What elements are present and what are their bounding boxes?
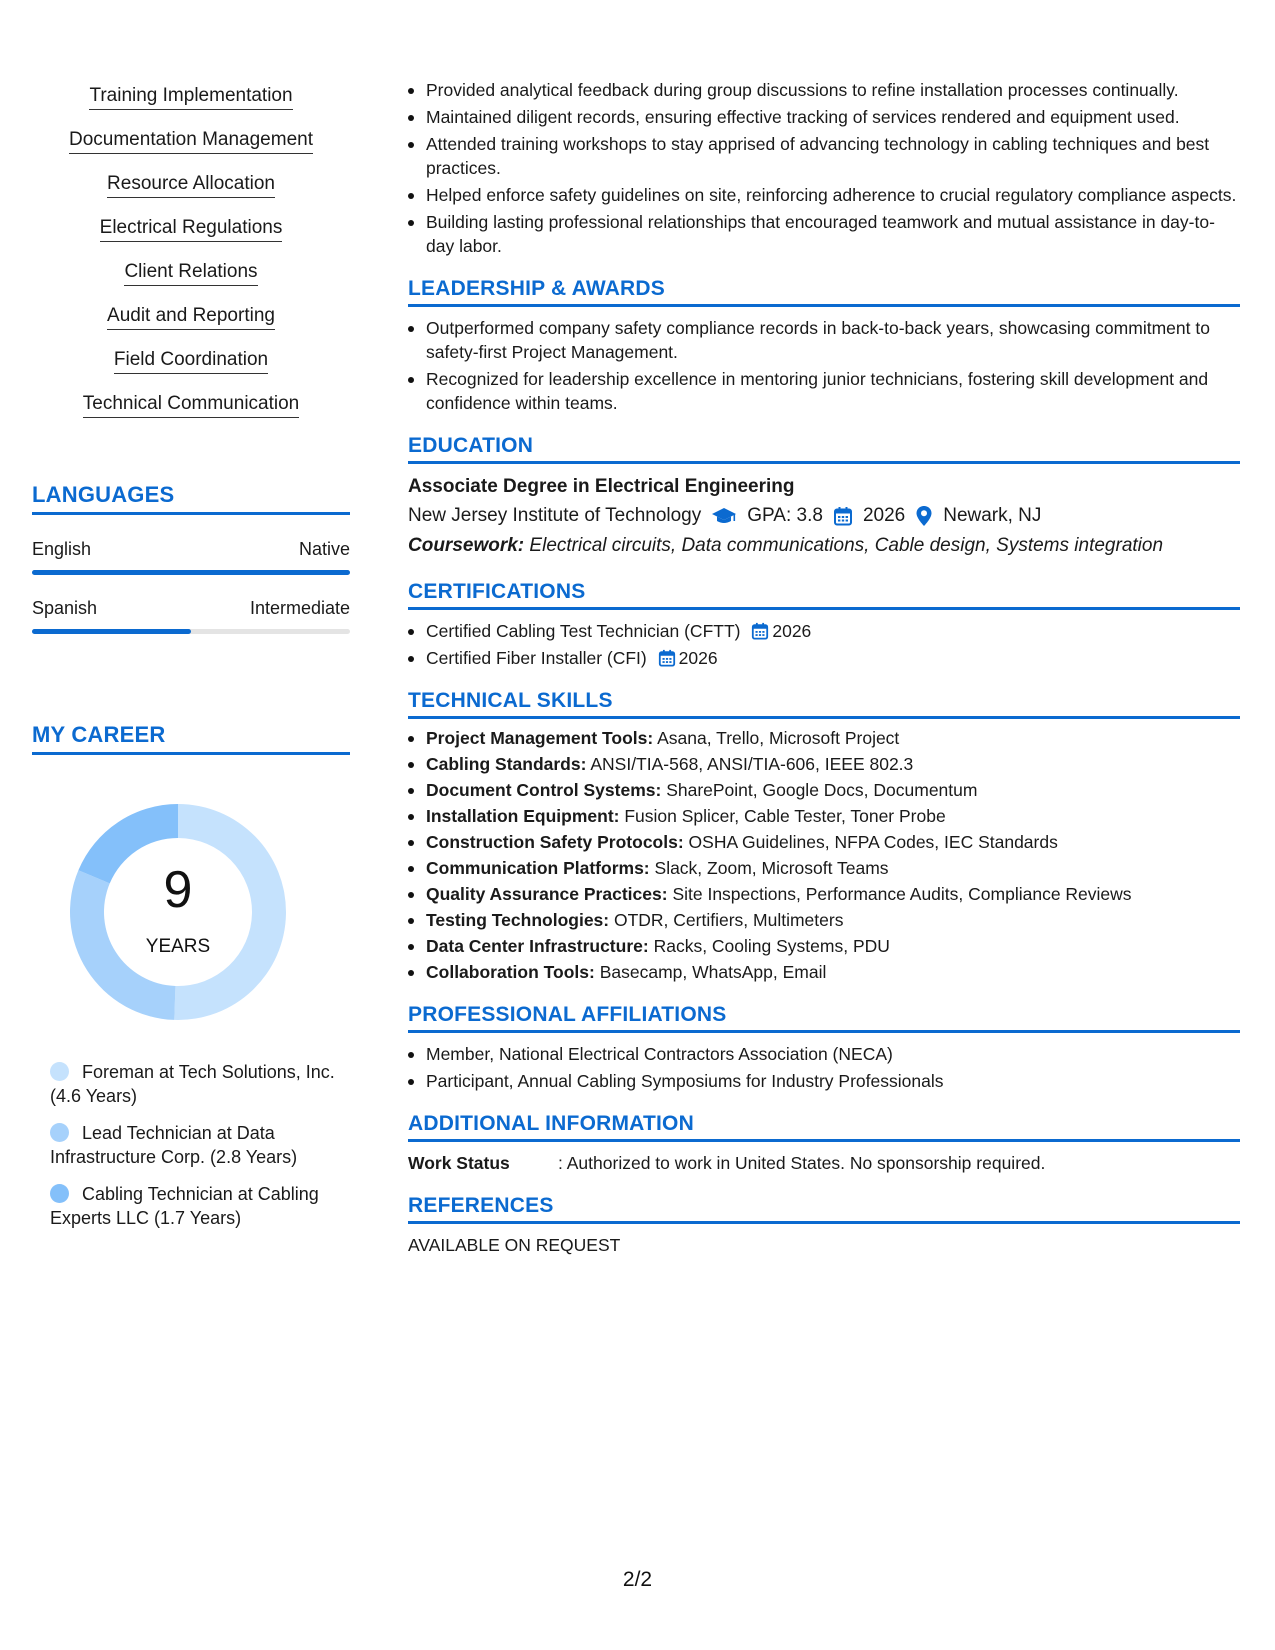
page-number: 2/2 <box>622 1568 653 1591</box>
section-rule <box>408 304 1240 307</box>
skill-tag: Audit and Reporting <box>107 304 275 330</box>
coursework-text: Electrical circuits, Data communications, Cable design, Systems integration <box>529 535 1164 556</box>
calendar-icon <box>833 506 853 526</box>
legend-dot-icon <box>50 1184 69 1203</box>
technical-skill-label: Cabling Standards: <box>426 754 587 774</box>
affiliation-item: Participant, Annual Cabling Symposiums for Industry Professionals <box>408 1069 1240 1093</box>
additional-info-section <box>408 1112 1240 1175</box>
skill-tag: Resource Allocation <box>107 172 275 198</box>
technical-skill-value: Slack, Zoom, Microsoft Teams <box>654 858 889 878</box>
legend-dot-icon <box>50 1123 69 1142</box>
technical-skill-value: OSHA Guidelines, NFPA Codes, IEC Standards <box>688 832 1058 852</box>
technical-skill-item <box>408 934 1240 958</box>
section-rule <box>32 752 350 755</box>
legend-dot-icon <box>50 1062 69 1081</box>
skill-tag: Electrical Regulations <box>100 216 283 242</box>
skill-tags <box>32 84 350 436</box>
education-coursework <box>408 531 1240 561</box>
work-status-label: Work Status <box>408 1153 510 1173</box>
language-bar-fill <box>32 629 191 634</box>
leadership-section <box>408 277 1240 415</box>
technical-skill-label: Testing Technologies: <box>426 910 610 930</box>
experience-bullet: Helped enforce safety guidelines on site, reinforcing adherence to crucial regulatory compliance aspects. <box>408 183 1240 207</box>
section-title-affiliations: PROFESSIONAL AFFILIATIONS <box>408 1003 727 1026</box>
technical-skill-item <box>408 960 1240 984</box>
technical-skill-value: OTDR, Certifiers, Multimeters <box>613 910 844 930</box>
section-rule <box>408 1030 1240 1033</box>
career-total-years: 9 <box>163 861 193 919</box>
leadership-bullet: Recognized for leadership excellence in mentoring junior technicians, fostering skill development and confidence within teams. <box>408 367 1240 415</box>
technical-skill-label: Collaboration Tools: <box>426 962 595 982</box>
certification-name: Certified Cabling Test Technician (CFTT) <box>426 621 741 641</box>
calendar-icon <box>751 622 769 640</box>
technical-skills-section <box>408 689 1240 984</box>
certifications-section <box>408 580 1240 670</box>
section-rule <box>408 461 1240 464</box>
work-status-row <box>408 1151 1240 1175</box>
section-title-certifications: CERTIFICATIONS <box>408 580 586 603</box>
technical-skill-item <box>408 882 1240 906</box>
graduation-cap-icon <box>711 506 737 526</box>
technical-skill-label: Data Center Infrastructure: <box>426 936 649 956</box>
right-column <box>408 78 1240 1257</box>
calendar-icon <box>658 649 676 667</box>
technical-skill-item <box>408 804 1240 828</box>
affiliation-item: Member, National Electrical Contractors Association (NECA) <box>408 1042 1240 1066</box>
experience-bullet: Maintained diligent records, ensuring effective tracking of services rendered and equipment used. <box>408 105 1240 129</box>
technical-skill-label: Document Control Systems: <box>426 780 662 800</box>
technical-skill-value: ANSI/TIA-568, ANSI/TIA-606, IEEE 802.3 <box>590 754 914 774</box>
career-legend-item <box>50 1182 340 1230</box>
certification-year: 2026 <box>678 648 718 668</box>
education-school: New Jersey Institute of Technology <box>408 505 702 526</box>
language-level: Native <box>298 539 350 559</box>
section-title-leadership: LEADERSHIP & AWARDS <box>408 277 665 300</box>
education-meta <box>408 501 1240 531</box>
technical-skill-value: Racks, Cooling Systems, PDU <box>653 936 890 956</box>
coursework-label: Coursework: <box>408 535 525 556</box>
technical-skill-value: Site Inspections, Performance Audits, Compliance Reviews <box>672 884 1132 904</box>
technical-skill-value: Fusion Splicer, Cable Tester, Toner Probe <box>624 806 946 826</box>
experience-bullet: Attended training workshops to stay apprised of advancing technology in cabling techniques and best practices. <box>408 132 1240 180</box>
certification-name: Certified Fiber Installer (CFI) <box>426 648 647 668</box>
education-degree: Associate Degree in Electrical Engineering <box>408 476 795 497</box>
skill-tag: Client Relations <box>124 260 257 286</box>
language-level: Intermediate <box>249 598 350 618</box>
references-section <box>408 1194 1240 1257</box>
career-legend-label: Foreman at Tech Solutions, Inc. (4.6 Years) <box>50 1062 335 1106</box>
skill-tag: Documentation Management <box>69 128 313 154</box>
section-title-education: EDUCATION <box>408 434 534 457</box>
language-bar <box>32 629 350 634</box>
technical-skill-item <box>408 856 1240 880</box>
technical-skill-item <box>408 830 1240 854</box>
technical-skill-label: Quality Assurance Practices: <box>426 884 668 904</box>
language-row <box>32 598 350 619</box>
location-pin-icon <box>915 505 933 527</box>
career-legend-label: Lead Technician at Data Infrastructure Corp. (2.8 Years) <box>50 1123 298 1167</box>
technical-skill-label: Construction Safety Protocols: <box>426 832 684 852</box>
career-legend-label: Cabling Technician at Cabling Experts LLC (1.7 Years) <box>50 1184 319 1228</box>
section-rule <box>408 1221 1240 1224</box>
section-title-technical-skills: TECHNICAL SKILLS <box>408 689 613 712</box>
section-rule <box>408 1139 1240 1142</box>
education-location: Newark, NJ <box>943 505 1042 526</box>
language-row <box>32 539 350 560</box>
certification-year: 2026 <box>772 621 812 641</box>
technical-skill-label: Communication Platforms: <box>426 858 650 878</box>
career-legend-item <box>50 1121 340 1169</box>
work-status-value: : Authorized to work in United States. No sponsorship required. <box>558 1153 1046 1173</box>
section-rule <box>408 716 1240 719</box>
technical-skill-value: Basecamp, WhatsApp, Email <box>599 962 827 982</box>
section-rule <box>408 607 1240 610</box>
technical-skill-label: Installation Equipment: <box>426 806 620 826</box>
language-name: Spanish <box>32 598 98 618</box>
section-title-additional-info: ADDITIONAL INFORMATION <box>408 1112 694 1135</box>
skill-tag: Technical Communication <box>83 392 300 418</box>
technical-skill-label: Project Management Tools: <box>426 728 654 748</box>
languages-section <box>32 482 350 634</box>
section-rule <box>32 512 350 515</box>
language-bar-fill <box>32 570 350 575</box>
education-section <box>408 434 1240 561</box>
technical-skill-item <box>408 908 1240 932</box>
career-years-label: YEARS <box>145 936 211 957</box>
language-bar <box>32 570 350 575</box>
career-section <box>32 722 350 1228</box>
skill-tag: Training Implementation <box>89 84 292 110</box>
leadership-bullet: Outperformed company safety compliance records in back-to-back years, showcasing commitment to safety-first Project Management. <box>408 316 1240 364</box>
section-title-languages: LANGUAGES <box>32 482 175 507</box>
education-gpa: GPA: 3.8 <box>747 505 823 526</box>
affiliations-section <box>408 1003 1240 1093</box>
section-title-career: MY CAREER <box>32 722 166 747</box>
technical-skill-value: SharePoint, Google Docs, Documentum <box>666 780 978 800</box>
experience-bullets <box>408 78 1240 258</box>
technical-skill-item <box>408 778 1240 802</box>
experience-bullet: Provided analytical feedback during group discussions to refine installation processes continually. <box>408 78 1240 102</box>
skill-tag: Field Coordination <box>114 348 268 374</box>
certification-item <box>408 646 1240 670</box>
technical-skill-item <box>408 752 1240 776</box>
experience-bullet: Building lasting professional relationships that encouraged teamwork and mutual assistance in day-to-day labor. <box>408 210 1240 258</box>
section-title-references: REFERENCES <box>408 1194 554 1217</box>
references-text: AVAILABLE ON REQUEST <box>408 1235 621 1255</box>
language-name: English <box>32 539 92 559</box>
career-legend <box>50 1060 340 1243</box>
education-year: 2026 <box>862 505 906 526</box>
technical-skill-item <box>408 726 1240 750</box>
career-legend-item <box>50 1060 340 1108</box>
technical-skill-value: Asana, Trello, Microsoft Project <box>657 728 900 748</box>
certification-item <box>408 619 1240 643</box>
